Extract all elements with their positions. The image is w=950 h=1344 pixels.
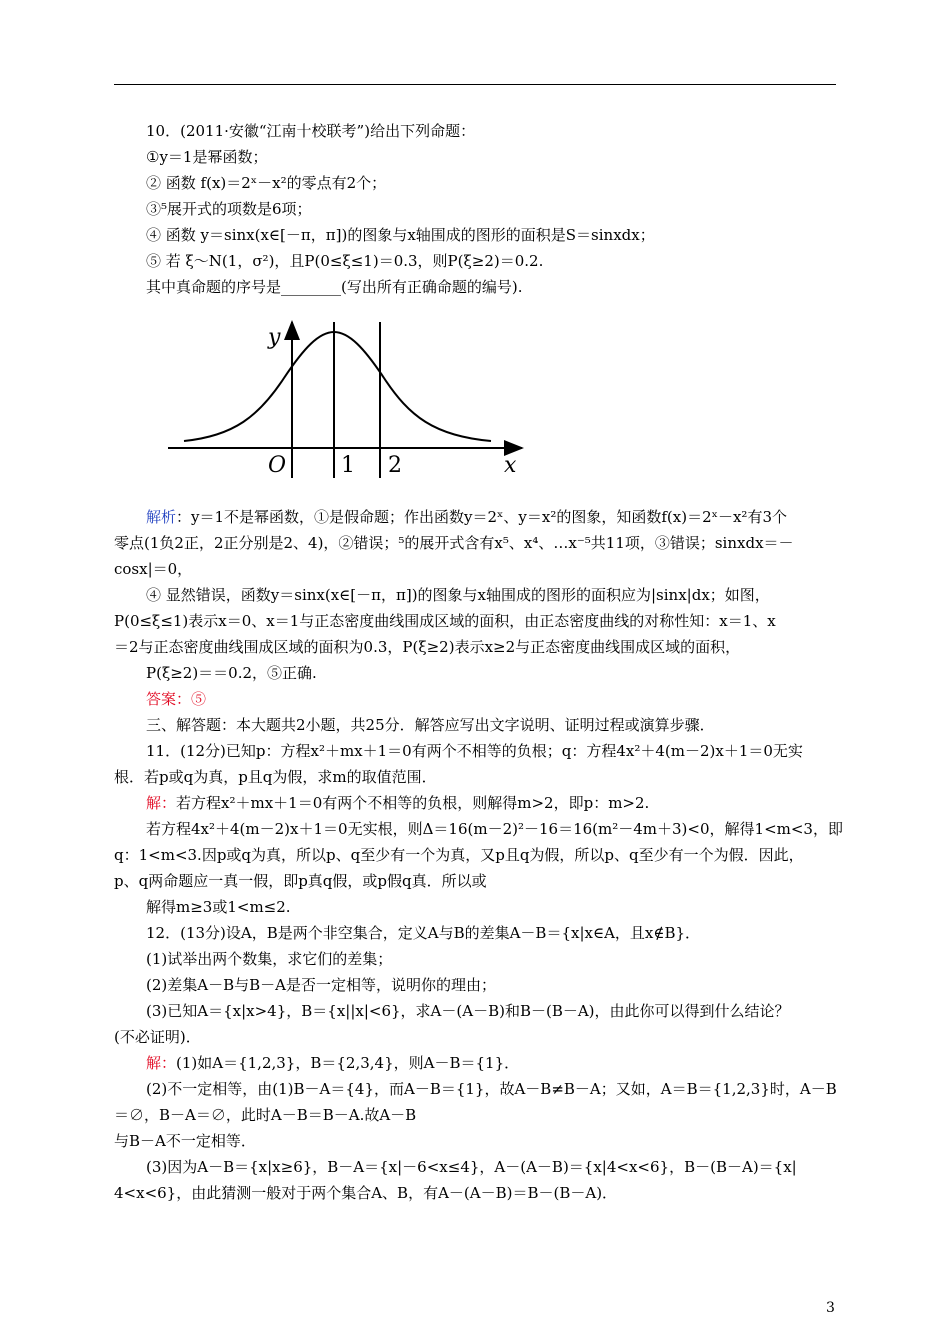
- answer-line: [146, 688, 206, 710]
- q11-sol-line-3: q：1<m<3.因p或q为真，所以p、q至少有一个为真，又p且q为假，所以p、q至少有一个为假．因此，: [114, 846, 804, 864]
- sol10-line-3: cosx|＝0，: [114, 560, 193, 578]
- q12-sol-line-3: ＝∅，B－A＝∅，此时A－B＝B－A.故A－B: [114, 1106, 417, 1124]
- q12-line-4: (3)已知A＝{x|x>4}，B＝{x||x|<6}，求A－(A－B)和B－(B－A)，由此你可以得到什么结论？: [146, 1002, 790, 1020]
- x-axis-label: x: [504, 453, 517, 478]
- q12-sol-line-6: 4<x<6}，由此猜测一般对于两个集合A、B，有A－(A－B)＝B－(B－A)．: [114, 1184, 618, 1202]
- q12-sol-line-2: (2)不一定相等，由(1)B－A＝{4}，而A－B＝{1}，故A－B≠B－A；又如，A＝B＝{1,2,3}时，A－B: [146, 1080, 837, 1098]
- q10-item-5: ⑤ 若 ξ～N(1，σ²)，且P(0≤ξ≤1)＝0.3，则P(ξ≥2)＝0.2.: [146, 252, 544, 270]
- q10-prompt: 其中真命题的序号是________(写出所有正确命题的编号).: [146, 278, 523, 296]
- answer-label: 答案：: [146, 690, 192, 708]
- q10-item-4: ④ 函数 y＝sinx(x∈[－π，π])的图象与x轴围成的图形的面积是S＝sinxdx；: [146, 226, 655, 244]
- q10-item-3: ③⁵展开式的项数是6项；: [146, 200, 312, 218]
- q11-sol-line-2: 若方程4x²＋4(m－2)x＋1＝0无实根，则Δ＝16(m－2)²－16＝16(m²－4m＋3)<0，解得1<m<3，即: [146, 820, 843, 838]
- sol10-line-1: 解析：y＝1不是幂函数，①是假命题；作出函数y＝2ˣ、y＝x²的图象，知函数f(x)＝2ˣ－x²有3个: [146, 508, 787, 526]
- y-axis-label: y: [268, 325, 281, 350]
- q11-sol-line-1: 解：若方程x²＋mx＋1＝0有两个不相等的负根，则解得m>2，即p：m>2.: [146, 794, 650, 812]
- q11-sol-line-4: p、q两命题应一真一假，即p真q假，或p假q真．所以或: [114, 872, 487, 890]
- q11-line-2: 根．若p或q为真，p且q为假，求m的取值范围．: [114, 768, 437, 786]
- header-rule: [114, 84, 836, 85]
- tick-label-1: 1: [341, 453, 355, 478]
- sol10-line-7: P(ξ≥2)＝＝0.2，⑤正确.: [146, 664, 317, 682]
- page-number: 3: [826, 1300, 835, 1316]
- q11-sol-line-5: 解得m≥3或1<m≤2.: [146, 898, 291, 916]
- q12-line-2: (1)试举出两个数集，求它们的差集；: [146, 950, 393, 968]
- origin-label: O: [268, 453, 287, 478]
- sol10-line-2: 零点(1负2正，2正分别是2、4)，②错误；⁵的展开式含有x⁵、x⁴、…x⁻⁵共11项，③错误；sinxdx＝－: [114, 534, 794, 552]
- sol10-line-4: ④ 显然错误，函数y＝sinx(x∈[－π，π])的图象与x轴围成的图形的面积应为|sinx|dx；如图，: [146, 586, 770, 604]
- q12-sol-line-4: 与B－A不一定相等．: [114, 1132, 256, 1150]
- q12-sol-label: 解：: [146, 1054, 177, 1072]
- q10-item-2: ② 函数 f(x)＝2ˣ－x²的零点有2个；: [146, 174, 387, 192]
- tick-label-2: 2: [388, 453, 402, 478]
- q12-line-3: (2)差集A－B与B－A是否一定相等，说明你的理由；: [146, 976, 496, 994]
- normal-density-curve: [184, 332, 491, 441]
- q10-item-1: ①y＝1是幂函数；: [146, 148, 268, 166]
- q12-sol-line-5: (3)因为A－B＝{x|x≥6}，B－A＝{x|－6<x≤4}，A－(A－B)＝{x|4<x<6}，B－(B－A)＝{x|: [146, 1158, 797, 1176]
- normal-curve-figure: [164, 318, 534, 490]
- section-heading: 三、解答题：本大题共2小题，共25分．解答应写出文字说明、证明过程或演算步骤．: [146, 716, 715, 734]
- q12-sol-line-1: 解：(1)如A＝{1,2,3}，B＝{2,3,4}，则A－B＝{1}．: [146, 1054, 520, 1072]
- q12-line-1: 12．(13分)设A，B是两个非空集合，定义A与B的差集A－B＝{x|x∈A，且x∉B}．: [146, 924, 701, 942]
- sol10-line-6: ＝2与正态密度曲线围成区域的面积为0.3，P(ξ≥2)表示x≥2与正态密度曲线围成区域的面积，: [114, 638, 741, 656]
- answer-value: ⑤: [191, 690, 207, 708]
- q11-line-1: 11．(12分)已知p：方程x²＋mx＋1＝0有两个不相等的负根；q：方程4x²＋4(m－2)x＋1＝0无实: [146, 742, 803, 760]
- q10-title: 10．(2011·安徽“江南十校联考”)给出下列命题：: [146, 122, 476, 140]
- sol10-line-5: P(0≤ξ≤1)表示x＝0、x＝1与正态密度曲线围成区域的面积，由正态密度曲线的对称性知：x＝1、x: [114, 612, 776, 630]
- analysis-label: 解析: [146, 508, 177, 526]
- q11-sol-label: 解：: [146, 794, 177, 812]
- q12-line-5: (不必证明)．: [114, 1028, 201, 1046]
